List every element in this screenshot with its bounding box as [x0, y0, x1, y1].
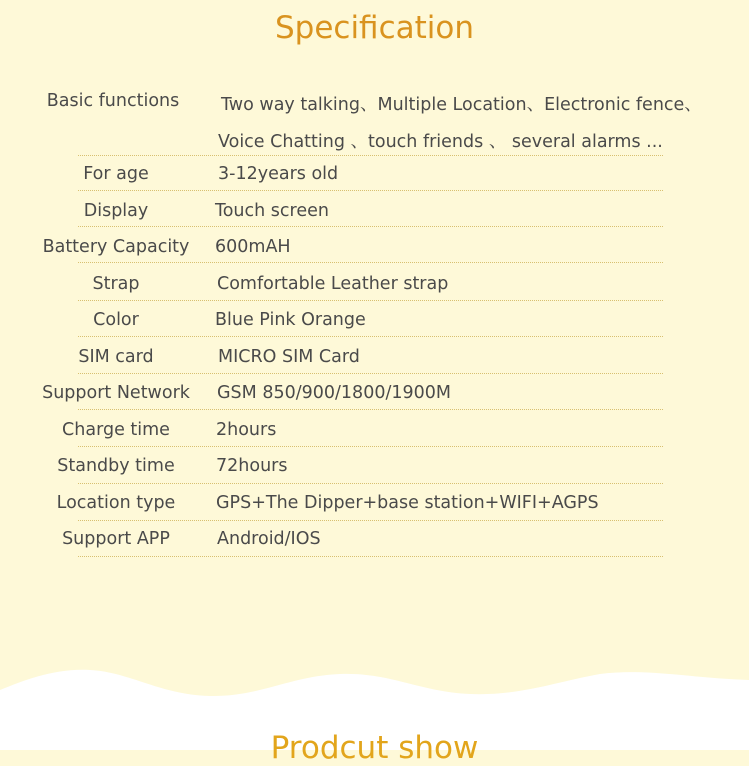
- spec-value: Android/IOS: [217, 529, 321, 549]
- spec-value: GPS+The Dipper+base station+WIFI+AGPS: [216, 493, 599, 513]
- spec-label: Display: [83, 201, 149, 221]
- row-divider: [78, 446, 663, 447]
- spec-value: 3-12years old: [218, 164, 339, 184]
- spec-value: Two way talking、Multiple Location、Electronic fence、: [221, 95, 702, 115]
- page-title: Specification: [274, 10, 475, 46]
- spec-label: Location type: [56, 493, 176, 513]
- spec-value: Comfortable Leather strap: [217, 274, 449, 294]
- spec-label: Strap: [92, 274, 140, 294]
- spec-label: Standby time: [57, 456, 175, 476]
- spec-label: For age: [83, 164, 149, 184]
- spec-label: SIM card: [78, 347, 154, 367]
- row-divider: [78, 155, 663, 156]
- row-divider: [78, 556, 663, 557]
- spec-label: Color: [93, 310, 139, 330]
- spec-value-continued: Voice Chatting 、touch friends 、 several alarms ...: [218, 132, 663, 152]
- spec-value: 72hours: [216, 456, 288, 476]
- row-divider: [78, 409, 663, 410]
- spec-value: MICRO SIM Card: [218, 347, 360, 367]
- row-divider: [78, 300, 663, 301]
- row-divider: [78, 336, 663, 337]
- spec-label: Charge time: [62, 420, 170, 440]
- row-divider: [78, 190, 663, 191]
- spec-label: Support Network: [42, 383, 190, 403]
- spec-value: GSM 850/900/1800/1900M: [217, 383, 451, 403]
- spec-value: 2hours: [216, 420, 277, 440]
- spec-label: Basic functions: [46, 91, 180, 111]
- row-divider: [78, 483, 663, 484]
- spec-value: Touch screen: [215, 201, 329, 221]
- section-title: Prodcut show: [270, 730, 479, 766]
- spec-label: Battery Capacity: [42, 237, 190, 257]
- spec-label: Support APP: [62, 529, 170, 549]
- row-divider: [78, 226, 663, 227]
- row-divider: [78, 520, 663, 521]
- row-divider: [78, 262, 663, 263]
- spec-value: Blue Pink Orange: [215, 310, 366, 330]
- spec-value: 600mAH: [215, 237, 291, 257]
- row-divider: [78, 373, 663, 374]
